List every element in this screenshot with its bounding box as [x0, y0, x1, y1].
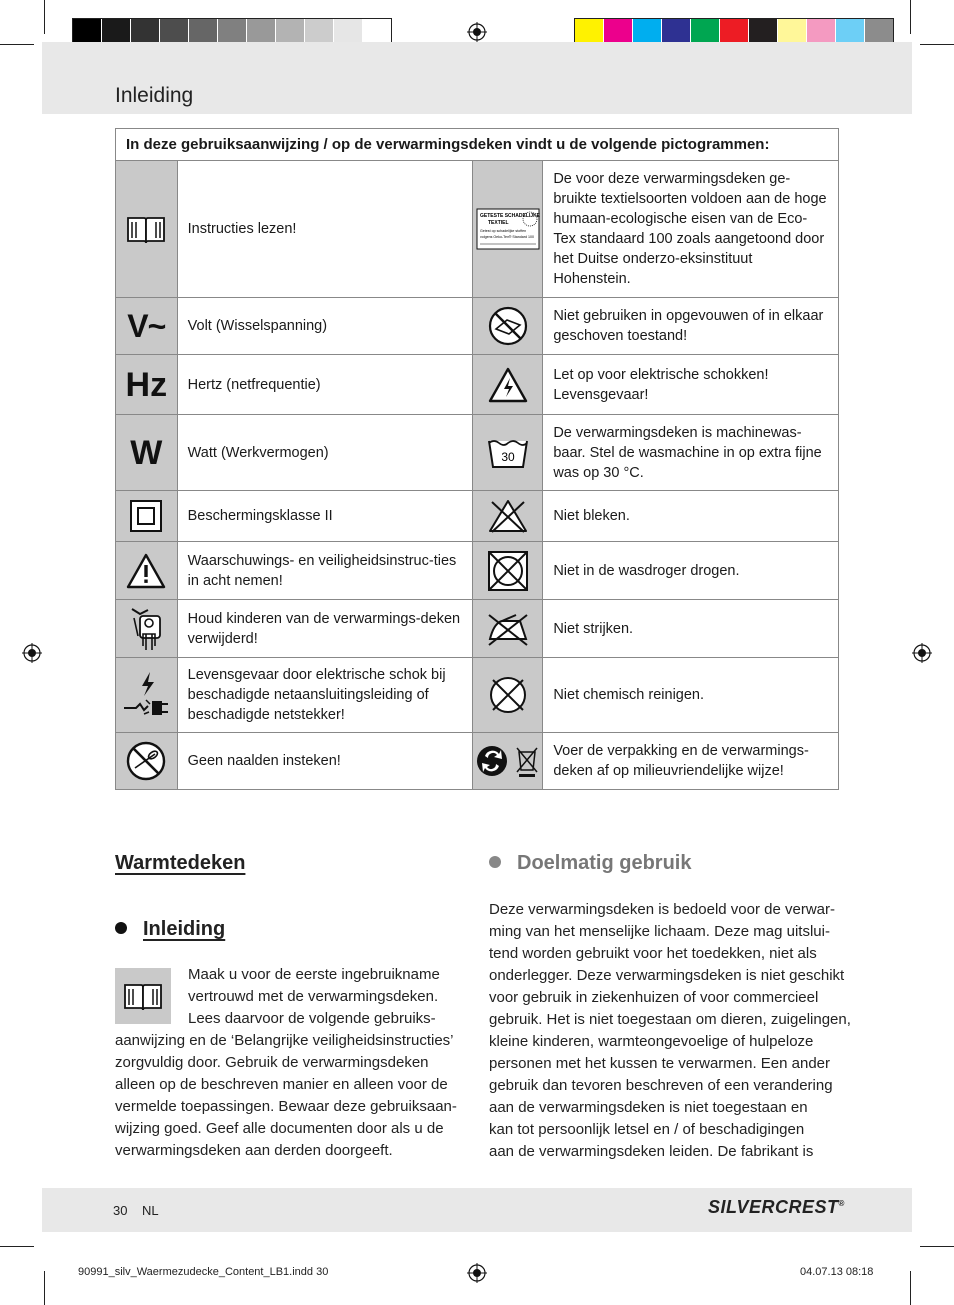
date-slug: 04.07.13 08:18 — [800, 1266, 874, 1278]
book-icon — [123, 979, 163, 1013]
no-folded-icon — [487, 305, 529, 347]
no-iron-icon — [486, 611, 530, 647]
usage-line: tend worden gebruikt voor het toedekken, niet als — [489, 945, 817, 962]
crop-mark — [920, 1246, 954, 1247]
picto-text: Volt (Wisselspanning) — [177, 298, 473, 355]
intro-line: verwarmingsdeken aan derden doorgeeft. — [115, 1142, 393, 1159]
no-tumble-dry-icon — [486, 549, 530, 593]
table-row — [116, 733, 839, 790]
usage-line: ming van het menselijke lichaam. Deze mag uitslui- — [489, 923, 830, 940]
registration-mark-icon — [22, 643, 42, 663]
protection-class-2-icon — [129, 499, 163, 533]
section-title: Warmtedeken — [115, 852, 246, 874]
hertz-icon: Hz — [125, 365, 168, 404]
warning-icon — [126, 553, 166, 589]
oeko-label-text: TEXTIEL — [487, 220, 509, 226]
picto-text: Instructies lezen! — [177, 161, 473, 298]
picto-text: Geen naalden insteken! — [177, 733, 473, 790]
watt-icon: W — [130, 433, 163, 472]
table-row — [116, 161, 839, 298]
table-heading: In deze gebruiksaanwijzing / op de verwarmingsdeken vindt u de volgende pictogrammen: — [116, 129, 839, 161]
electric-shock-warning-icon — [488, 367, 528, 403]
subsection-title-text: Inleiding — [143, 918, 226, 940]
no-dry-clean-icon — [487, 674, 529, 716]
crop-mark — [910, 0, 911, 34]
wash-30-icon — [486, 435, 530, 471]
picto-text: De voor deze verwarmingsdeken ge-bruikte textielsoorten voldoen aan de hoge humaan-ecologische eisen van de Eco-Tex standaard 100 zoals aangetoond door het Duitse onderzo-eksinstituut Hohenstein. — [543, 161, 839, 298]
file-slug: 90991_silv_Waermezudecke_Content_LB1.indd 30 — [78, 1266, 329, 1278]
picto-text: Beschermingsklasse II — [177, 491, 473, 542]
picto-text: Hertz (netfrequentie) — [177, 355, 473, 415]
oeko-label-text: volgens Oeko-Tex® Standard 100 — [479, 235, 534, 239]
table-row — [116, 542, 839, 600]
crop-mark — [44, 0, 45, 34]
intro-line: vertrouwd met de verwarmingsdeken. — [188, 988, 439, 1005]
picto-text: Voer de verpakking en de verwarmings-deken af op milieuvriendelijke wijze! — [543, 733, 839, 790]
damaged-plug-icon — [122, 670, 170, 720]
usage-line: Deze verwarmingsdeken is bedoeld voor de verwar- — [489, 901, 835, 918]
wash-temp-label: 30 — [501, 449, 515, 464]
brand-logo — [708, 1197, 845, 1218]
intro-line: Lees daarvoor de volgende gebruiks- — [188, 1010, 436, 1027]
usage-line: kleine kinderen, warmteongevoelige of hulpeloze — [489, 1033, 814, 1050]
intro-line: aanwijzing en de ‘Belangrijke veiligheidsinstructies’ — [115, 1032, 454, 1049]
keep-from-children-icon — [128, 606, 164, 652]
crop-mark — [44, 1271, 45, 1305]
picto-text: De verwarmingsdeken is machinewas-baar. Stel de wasmachine in op extra fijne was op 30 °C. — [543, 415, 839, 491]
crop-mark — [0, 1246, 34, 1247]
subsection-title — [115, 918, 225, 941]
picto-text: Niet gebruiken in opgevouwen of in elkaar geschoven toestand! — [543, 298, 839, 355]
table-row — [116, 298, 839, 355]
picto-text: Waarschuwings- en veiligheidsinstruc-ties in acht nemen! — [177, 542, 473, 600]
table-row — [116, 491, 839, 542]
picto-text: Let op voor elektrische schokken! Levensgevaar! — [543, 355, 839, 415]
subsection-title — [489, 852, 691, 875]
picto-text: Niet in de wasdroger drogen. — [543, 542, 839, 600]
table-row — [116, 415, 839, 491]
page-title: Inleiding — [115, 84, 194, 107]
usage-line: gebruik. Het is niet toegestaan om dieren, zuigelingen, — [489, 1011, 851, 1028]
intro-line: alleen op de beschreven manier en alleen voor de — [115, 1076, 448, 1093]
intro-line: wijzing goed. Geef alle documenten door als u de — [115, 1120, 444, 1137]
subsection-title-text: Doelmatig gebruik — [517, 852, 692, 874]
usage-line: voor gebruik in ziekenhuizen of voor commercieel — [489, 989, 819, 1006]
table-row — [116, 600, 839, 658]
bullet-icon — [115, 922, 127, 934]
intro-line: zorgvuldig door. Gebruik de verwarmingsdeken — [115, 1054, 429, 1071]
volt-icon: V~ — [127, 308, 166, 344]
language-code: NL — [142, 1203, 159, 1218]
registration-mark-icon — [912, 643, 932, 663]
crop-mark — [920, 44, 954, 45]
picto-text: Watt (Werkvermogen) — [177, 415, 473, 491]
registration-mark-icon — [467, 22, 487, 42]
intro-line: Maak u voor de eerste ingebruikname — [188, 966, 440, 983]
brand-mark: ® — [838, 1199, 845, 1208]
book-icon-box — [115, 968, 171, 1024]
usage-line: onderlegger. Deze verwarmingsdeken is niet geschikt — [489, 967, 845, 984]
usage-line: kan tot persoonlijk letsel en / of beschadigingen — [489, 1121, 805, 1138]
book-icon — [126, 212, 166, 246]
oeko-label-text: Getest op schadelijke stoffen — [479, 229, 526, 233]
registration-mark-icon — [467, 1263, 487, 1283]
no-bleach-icon — [487, 498, 529, 534]
no-needles-icon — [125, 740, 167, 782]
bullet-icon — [489, 856, 501, 868]
crop-mark — [910, 1271, 911, 1305]
table-row — [116, 658, 839, 733]
table-row — [116, 355, 839, 415]
oeko-label-text: GETESTE SCHADELIJKE — [479, 213, 540, 219]
usage-line: personen met het kussen te verwarmen. Een ander — [489, 1055, 831, 1072]
picto-text: Levensgevaar door elektrische schok bij beschadigde netaansluitingsleiding of beschadigde netstekker! — [177, 658, 473, 733]
picto-text: Niet chemisch reinigen. — [543, 658, 839, 733]
picto-text: Houd kinderen van de verwarmings-deken verwijderd! — [177, 600, 473, 658]
usage-line: aan de verwarmingsdeken leiden. De fabrikant is — [489, 1143, 814, 1160]
oeko-tex-label-icon — [476, 208, 540, 250]
intro-line: vermelde toepassingen. Bewaar deze gebruiksaan- — [115, 1098, 457, 1115]
recycle-icon — [475, 742, 541, 780]
page-number: 30 — [113, 1203, 128, 1218]
pictogram-table — [115, 128, 839, 790]
crop-mark — [0, 44, 34, 45]
picto-text: Niet strijken. — [543, 600, 839, 658]
usage-line: aan de verwarmingsdeken is niet toegestaan en — [489, 1099, 808, 1116]
brand-name: SILVERCREST — [708, 1197, 839, 1217]
usage-line: gebruik dan tevoren beschreven of een verandering — [489, 1077, 833, 1094]
picto-text: Niet bleken. — [543, 491, 839, 542]
